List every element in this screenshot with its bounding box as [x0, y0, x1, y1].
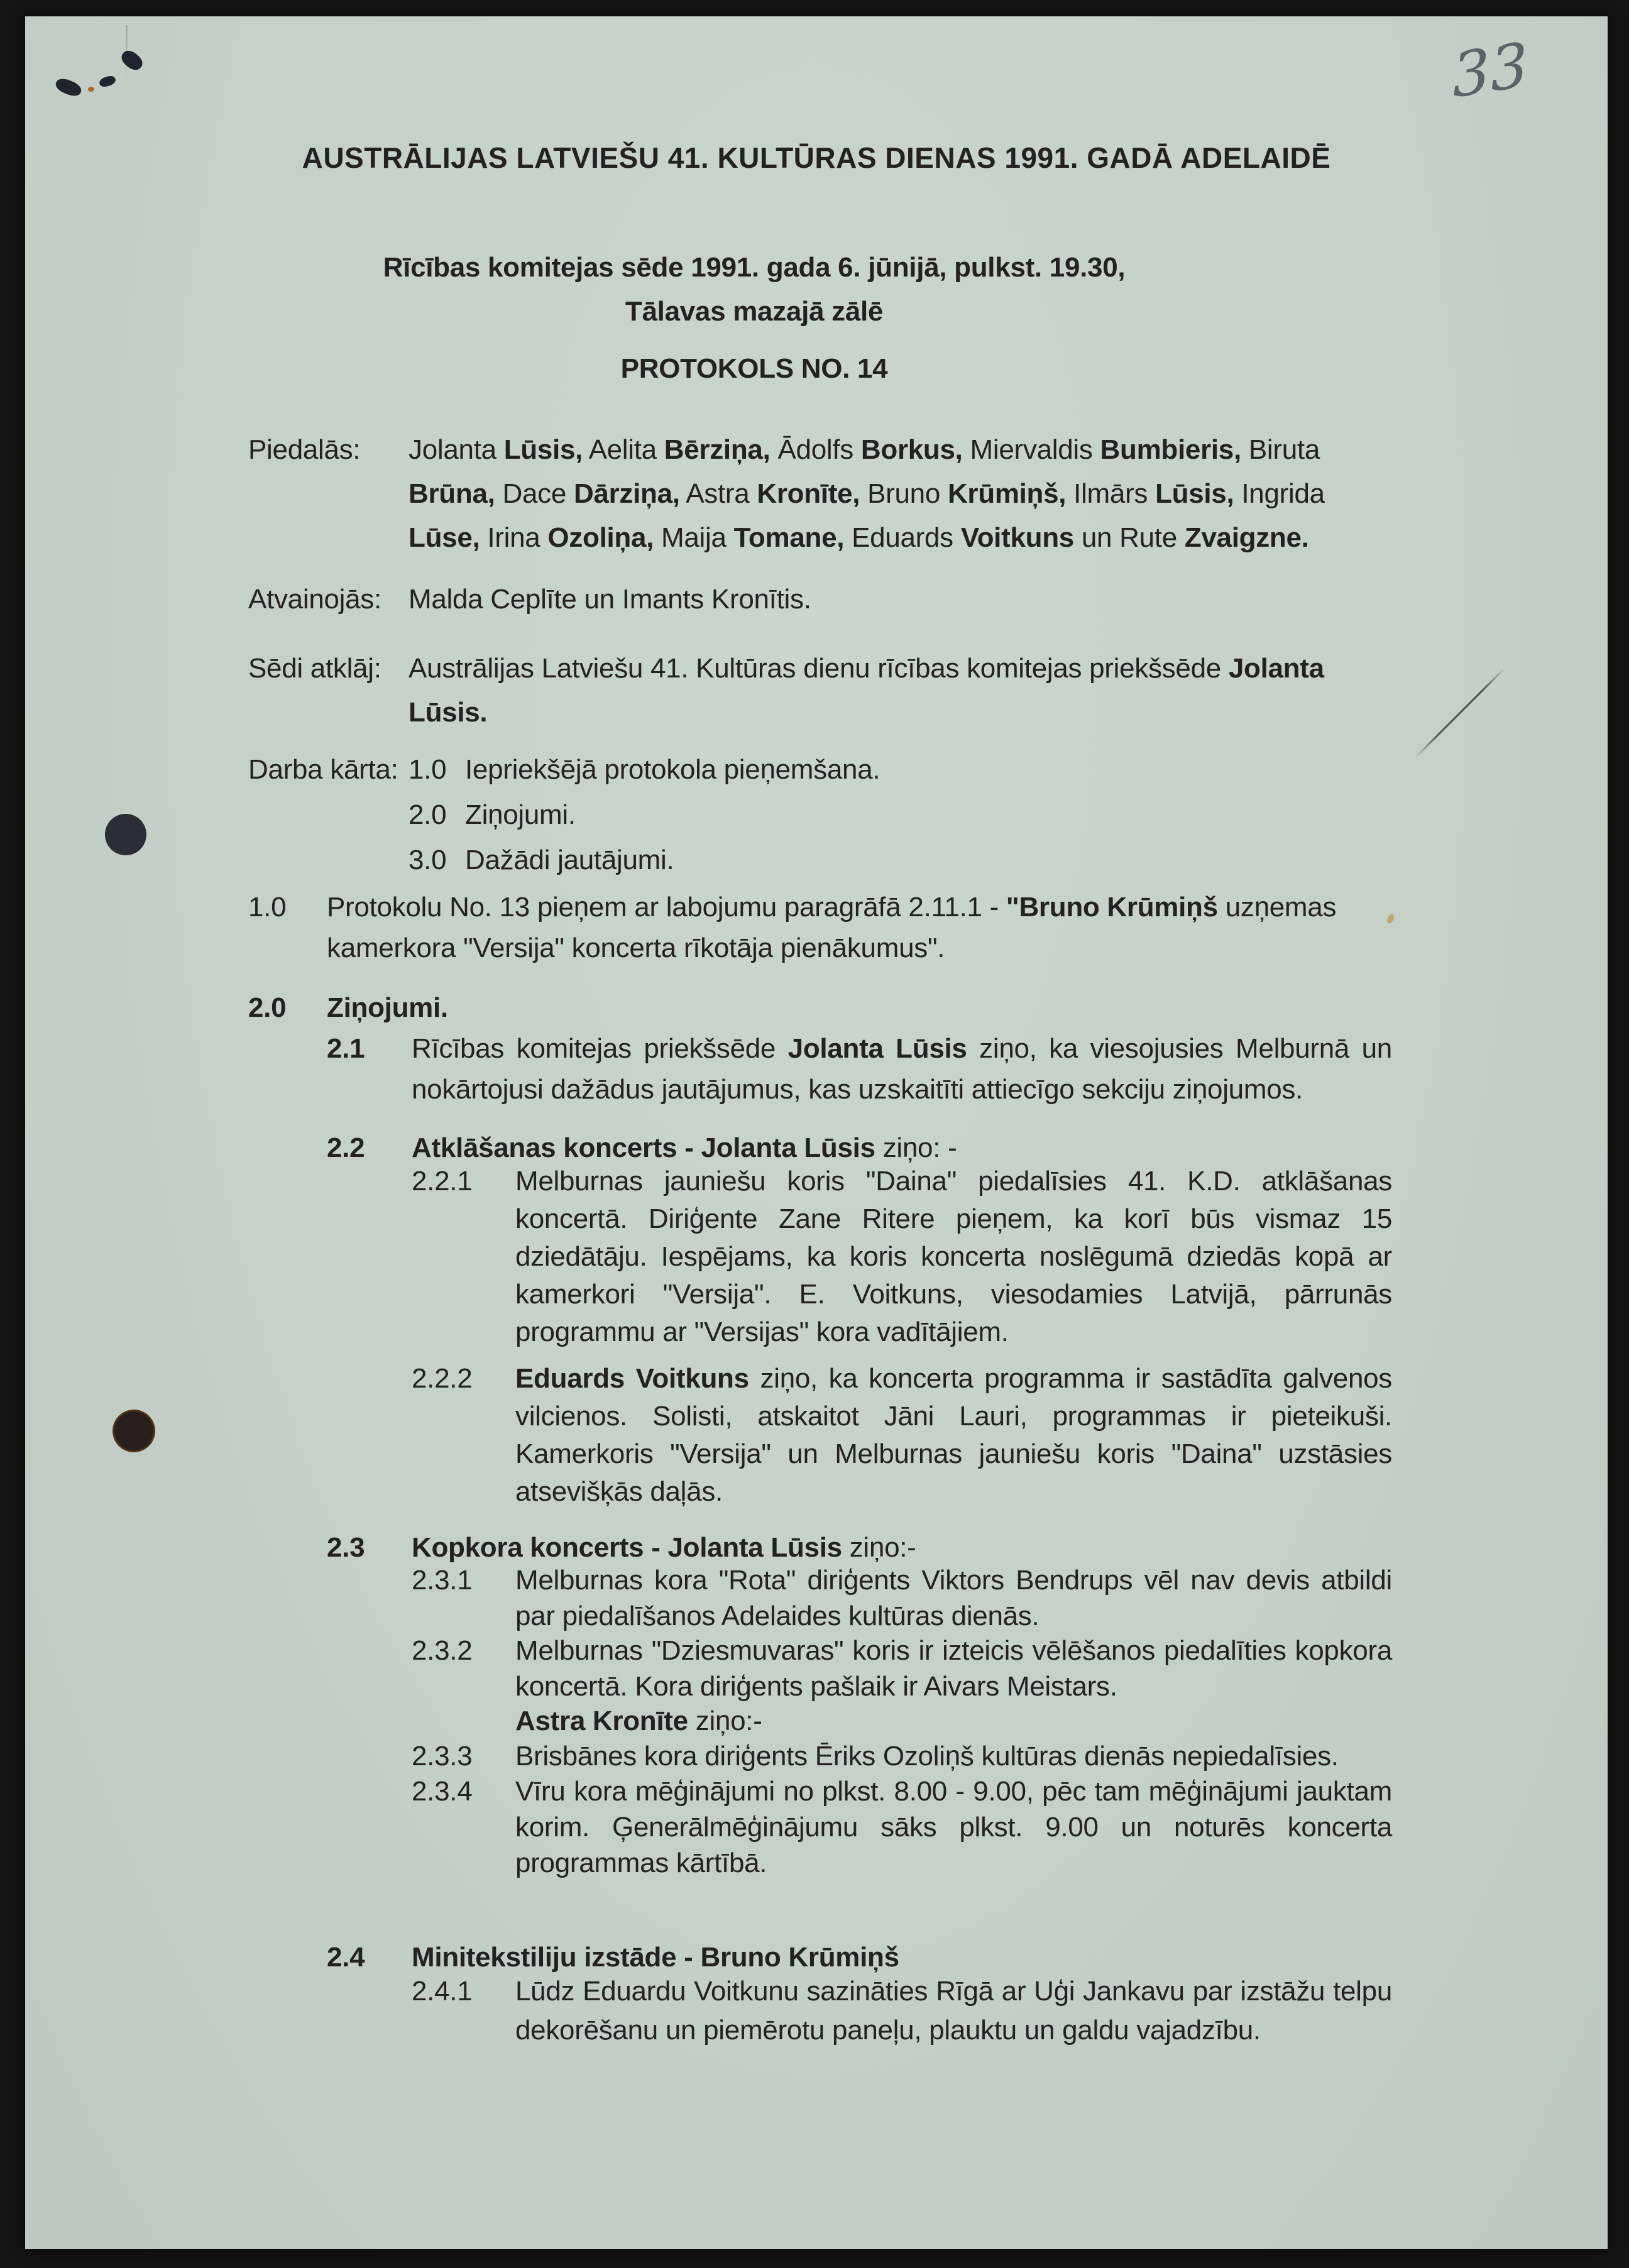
attendees-label: Piedalās: [248, 434, 361, 465]
handwritten-page-number: 33 [1450, 29, 1530, 112]
section-heading: Ziņojumi. [327, 992, 448, 1023]
chair-text: Austrālijas Latviešu 41. Kultūras dienu rīcības komitejas priekšsēde Jolanta Lūsis. [409, 653, 1324, 728]
section-number: 2.3 [327, 1532, 365, 1563]
section-number: 2.2.1 [412, 1166, 473, 1197]
section-number: 2.1 [327, 1033, 365, 1064]
section-2-2-1 [412, 1163, 1392, 1351]
section-text: Melburnas kora "Rota" diriģents Viktors Bendrups vēl nav devis atbildi par piedalīšanos Adelaides kultūras dienās. [515, 1565, 1392, 1631]
agenda-item [409, 838, 1392, 883]
section-number: 2.0 [248, 992, 287, 1023]
section-2-3-4 [412, 1773, 1392, 1881]
section-text: Brisbānes kora diriģents Ēriks Ozoliņš kultūras dienās nepiedalīsies. [515, 1741, 1339, 1772]
section-text: Rīcības komitejas priekšsēde Jolanta Lūsis ziņo, ka viesojusies Melburnā un nokārtojusi dažādus jautājumus, kas uzskaitīti attiecīgo sekciju ziņojumos. [412, 1033, 1392, 1105]
agenda-item [409, 747, 1392, 792]
agenda-item-text: Iepriekšējā protokola pieņemšana. [465, 754, 880, 785]
section-number: 2.2.2 [412, 1363, 473, 1394]
section-heading: Kopkora koncerts - Jolanta Lūsis ziņo:- [412, 1532, 916, 1563]
section-number: 2.2 [327, 1132, 365, 1163]
protocol-heading: PROTOKOLS NO. 14 [620, 353, 888, 384]
section-heading: Atklāšanas koncerts - Jolanta Lūsis ziņo: - [412, 1132, 957, 1163]
agenda-item-text: Ziņojumi. [465, 799, 576, 830]
agenda-item-text: Dažādi jautājumi. [465, 845, 674, 875]
meeting-datetime: Rīcības komitejas sēde 1991. gada 6. jūnijā, pulkst. 19.30, [383, 252, 1126, 283]
doc-title: AUSTRĀLIJAS LATVIEŠU 41. KULTŪRAS DIENAS 1991. GADĀ ADELAIDĒ [302, 141, 1331, 174]
meeting-venue: Tālavas mazajā zālē [625, 296, 884, 327]
section-number: 2.3.3 [412, 1741, 473, 1772]
agenda-row [248, 747, 1392, 883]
section-2-1 [327, 1028, 1392, 1110]
section-text: Melburnas jauniešu koris "Daina" piedalīsies 41. K.D. atklāšanas koncertā. Diriģente Zane Ritere pieņem, ka korī būs vismaz 15 dziedātāju. Iespējams, ka koris koncerta noslēgumā dziedās kopā ar kamerkori "Versija". E. Voitkuns, viesodamies Latvijā, pārrunās programmu ar "Versijas" kora vadītājiem. [515, 1166, 1392, 1347]
section-2-4-1 [412, 1972, 1392, 2050]
section-2-3-1 [412, 1562, 1392, 1634]
section-number: 1.0 [248, 892, 287, 923]
section-number: 2.3.1 [412, 1565, 473, 1596]
apologies-row [248, 578, 1392, 622]
section-2-2-2 [412, 1360, 1392, 1511]
section-text: Protokolu No. 13 pieņem ar labojumu paragrāfā 2.11.1 - "Bruno Krūmiņš uzņemas kamerkora "Versija" koncerta rīkotāja pienākumus". [327, 892, 1337, 963]
chair-label: Sēdi atklāj: [248, 653, 381, 684]
section-number: 2.3.4 [412, 1776, 473, 1807]
agenda-item [409, 792, 1392, 838]
protocol-document [25, 16, 1608, 2249]
agenda-item-number: 1.0 [409, 754, 447, 785]
agenda-item-number: 2.0 [409, 799, 447, 830]
agenda-item-number: 3.0 [409, 845, 447, 875]
section-text: Eduards Voitkuns ziņo, ka koncerta programma ir sastādīta galvenos vilcienos. Solisti, atskaitot Jāni Lauri, programmas ir pieteikuši. Kamerkoris "Versija" un Melburnas jauniešu koris "Daina" uzstāsies atsevišķās daļās. [515, 1363, 1393, 1507]
scanned-page [25, 16, 1608, 2249]
apologies-label: Atvainojās: [248, 584, 381, 615]
section-number: 2.4 [327, 1942, 365, 1973]
section-text: Vīru kora mēģinājumi no plkst. 8.00 - 9.00, pēc tam mēģinājumi jauktam korim. Ģenerālmēģinājumu sāks plkst. 9.00 un noturēs koncerta programmas kārtībā. [515, 1776, 1392, 1878]
section-number: 2.4.1 [412, 1976, 473, 2007]
attendees-row [248, 428, 1392, 560]
attendees-list: Jolanta Lūsis, Aelita Bērziņa, Ādolfs Borkus, Miervaldis Bumbieris, Biruta Brūna, Dace Dārziņa, Astra Kronīte, Bruno Krūmiņš, Ilmārs Lūsis, Ingrida Lūse, Irina Ozoliņa, Maija Tomane, Eduards Voitkuns un Rute Zvaigzne. [409, 434, 1325, 553]
chair-row [248, 647, 1392, 735]
section-text: Melburnas "Dziesmuvaras" koris ir izteicis vēlēšanos piedalīties kopkora koncertā. Kora diriģents pašlaik ir Aivars Meistars. [515, 1635, 1392, 1702]
section-heading: Minitekstiliju izstāde - Bruno Krūmiņš [412, 1942, 899, 1973]
section-2-0 [248, 987, 1392, 1028]
apologies-list: Malda Ceplīte un Imants Kronītis. [409, 584, 811, 615]
meeting-info [25, 246, 1483, 334]
speaker-line: Astra Kronīte ziņo:- [515, 1706, 762, 1736]
section-text: Lūdz Eduardu Voitkunu sazināties Rīgā ar Uģi Jankavu par izstāžu telpu dekorēšanu un piemērotu paneļu, plauktu un galdu vajadzību. [515, 1976, 1392, 2046]
section-number: 2.3.2 [412, 1635, 473, 1666]
section-2-3-2 [412, 1633, 1392, 1704]
agenda-list [409, 747, 1392, 883]
agenda-label: Darba kārta: [248, 754, 398, 785]
section-2-3-3 [412, 1738, 1392, 1774]
section-1-0 [248, 887, 1392, 968]
